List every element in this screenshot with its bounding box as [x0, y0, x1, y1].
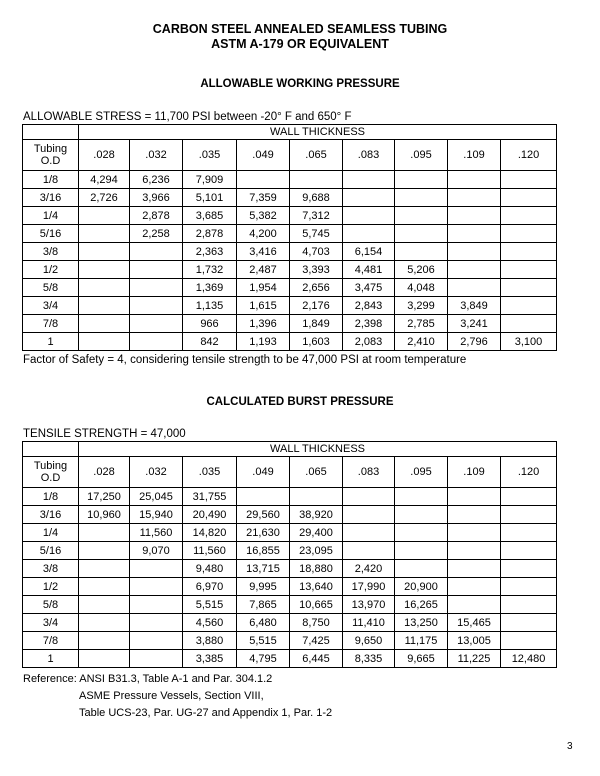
wall-thickness-column-header: .028: [79, 457, 130, 488]
pressure-cell: 11,560: [130, 524, 183, 542]
tensile-strength-note: TENSILE STRENGTH = 47,000: [23, 428, 186, 440]
pressure-cell: [395, 171, 448, 189]
pressure-cell: 3,299: [395, 297, 448, 315]
pressure-cell: 2,363: [183, 243, 237, 261]
pressure-cell: 14,820: [183, 524, 237, 542]
table-row: [23, 614, 557, 632]
pressure-cell: 2,487: [237, 261, 290, 279]
pressure-cell: [343, 506, 395, 524]
pressure-cell: [130, 650, 183, 668]
tubing-od-cell: 3/4: [23, 614, 79, 632]
wall-thickness-header: WALL THICKNESS: [79, 125, 557, 140]
pressure-cell: 23,095: [290, 542, 343, 560]
pressure-cell: 7,865: [237, 596, 290, 614]
pressure-cell: 2,258: [130, 225, 183, 243]
tubing-od-cell: 3/4: [23, 297, 79, 315]
pressure-cell: 38,920: [290, 506, 343, 524]
wall-thickness-column-header: .095: [395, 140, 448, 171]
table-row: [23, 560, 557, 578]
wall-thickness-column-header: .032: [130, 140, 183, 171]
pressure-cell: 10,665: [290, 596, 343, 614]
pressure-cell: [395, 243, 448, 261]
pressure-cell: [395, 506, 448, 524]
wall-thickness-column-header: .120: [501, 140, 557, 171]
pressure-cell: [395, 524, 448, 542]
pressure-cell: 2,398: [343, 315, 395, 333]
pressure-cell: [343, 171, 395, 189]
pressure-cell: 16,855: [237, 542, 290, 560]
pressure-cell: 4,560: [183, 614, 237, 632]
reference-line: Table UCS-23, Par. UG-27 and Appendix 1, Par. 1-2: [79, 707, 333, 719]
table-row: [23, 542, 557, 560]
pressure-cell: [501, 578, 557, 596]
pressure-cell: [79, 279, 130, 297]
table-row: [23, 650, 557, 668]
pressure-cell: [290, 488, 343, 506]
pressure-cell: [501, 261, 557, 279]
table-row: [23, 243, 557, 261]
pressure-cell: 4,048: [395, 279, 448, 297]
pressure-cell: 2,656: [290, 279, 343, 297]
pressure-cell: [79, 315, 130, 333]
pressure-cell: [130, 261, 183, 279]
pressure-cell: 9,650: [343, 632, 395, 650]
pressure-cell: 3,475: [343, 279, 395, 297]
tubing-od-cell: 5/8: [23, 596, 79, 614]
pressure-cell: [343, 488, 395, 506]
wall-thickness-column-header: .095: [395, 457, 448, 488]
table-row: [23, 488, 557, 506]
pressure-cell: [343, 542, 395, 560]
pressure-cell: [448, 542, 501, 560]
pressure-cell: 21,630: [237, 524, 290, 542]
pressure-cell: 3,416: [237, 243, 290, 261]
wall-thickness-column-header: .049: [237, 140, 290, 171]
pressure-cell: 29,400: [290, 524, 343, 542]
pressure-cell: [501, 596, 557, 614]
wall-thickness-header: WALL THICKNESS: [79, 442, 557, 457]
wall-thickness-column-header: .109: [448, 140, 501, 171]
pressure-cell: [501, 243, 557, 261]
pressure-cell: [130, 279, 183, 297]
pressure-cell: 9,480: [183, 560, 237, 578]
table-row: [23, 207, 557, 225]
pressure-cell: 12,480: [501, 650, 557, 668]
table-row: [23, 506, 557, 524]
pressure-cell: [130, 333, 183, 351]
pressure-cell: [130, 596, 183, 614]
pressure-cell: [448, 279, 501, 297]
table-row: [23, 279, 557, 297]
pressure-cell: 6,445: [290, 650, 343, 668]
wall-thickness-column-header: .035: [183, 457, 237, 488]
wall-thickness-column-header: .049: [237, 457, 290, 488]
pressure-cell: 1,732: [183, 261, 237, 279]
pressure-cell: 966: [183, 315, 237, 333]
pressure-cell: 15,465: [448, 614, 501, 632]
pressure-cell: [343, 189, 395, 207]
pressure-cell: [130, 243, 183, 261]
pressure-cell: 1,369: [183, 279, 237, 297]
pressure-cell: 4,481: [343, 261, 395, 279]
tubing-od-cell: 1: [23, 333, 79, 351]
tubing-od-cell: 3/16: [23, 189, 79, 207]
pressure-cell: 3,966: [130, 189, 183, 207]
pressure-cell: 15,940: [130, 506, 183, 524]
wall-thickness-column-header: .065: [290, 457, 343, 488]
pressure-cell: [130, 614, 183, 632]
tubing-od-cell: 7/8: [23, 632, 79, 650]
pressure-cell: [448, 506, 501, 524]
table-row: [23, 596, 557, 614]
pressure-cell: 7,909: [183, 171, 237, 189]
pressure-cell: 2,878: [183, 225, 237, 243]
working-pressure-rows: [23, 171, 557, 351]
pressure-cell: 13,005: [448, 632, 501, 650]
pressure-cell: [130, 297, 183, 315]
wall-thickness-column-header: .035: [183, 140, 237, 171]
wall-thickness-header: [23, 125, 79, 140]
tubing-od-cell: 5/16: [23, 542, 79, 560]
pressure-cell: 7,359: [237, 189, 290, 207]
pressure-cell: 3,100: [501, 333, 557, 351]
pressure-cell: [448, 171, 501, 189]
pressure-cell: [79, 632, 130, 650]
pressure-cell: [501, 279, 557, 297]
table-row: [23, 261, 557, 279]
column-header-row: [23, 140, 557, 171]
pressure-cell: 5,101: [183, 189, 237, 207]
pressure-cell: 5,745: [290, 225, 343, 243]
table-row: [23, 632, 557, 650]
tubing-od-cell: 1/2: [23, 261, 79, 279]
pressure-cell: [395, 207, 448, 225]
pressure-cell: 13,250: [395, 614, 448, 632]
pressure-cell: [343, 225, 395, 243]
pressure-cell: 9,070: [130, 542, 183, 560]
factor-of-safety-note: Factor of Safety = 4, considering tensile strength to be 47,000 PSI at room temperature: [23, 354, 467, 366]
pressure-cell: 3,241: [448, 315, 501, 333]
wall-thickness-column-header: .083: [343, 457, 395, 488]
burst-pressure-table: [22, 441, 557, 668]
pressure-cell: [448, 578, 501, 596]
pressure-cell: 2,785: [395, 315, 448, 333]
wall-thickness-column-header: .065: [290, 140, 343, 171]
pressure-cell: [501, 542, 557, 560]
pressure-cell: 29,560: [237, 506, 290, 524]
pressure-cell: [448, 524, 501, 542]
od-header: [23, 140, 79, 171]
tubing-od-cell: 3/8: [23, 560, 79, 578]
pressure-cell: 1,396: [237, 315, 290, 333]
table-row: [23, 171, 557, 189]
od-header-line1: Tubing: [33, 143, 68, 155]
pressure-cell: 6,236: [130, 171, 183, 189]
table-row: [23, 578, 557, 596]
pressure-cell: 6,154: [343, 243, 395, 261]
pressure-cell: 2,878: [130, 207, 183, 225]
pressure-cell: 2,726: [79, 189, 130, 207]
pressure-cell: [130, 315, 183, 333]
pressure-cell: [79, 261, 130, 279]
document-subtitle: ASTM A-179 OR EQUIVALENT: [211, 37, 389, 51]
column-header-row: [23, 457, 557, 488]
pressure-cell: [79, 560, 130, 578]
pressure-cell: 9,995: [237, 578, 290, 596]
page-number: 3: [567, 741, 573, 752]
pressure-cell: [448, 225, 501, 243]
document-title: CARBON STEEL ANNEALED SEAMLESS TUBING: [152, 22, 448, 36]
pressure-cell: 2,410: [395, 333, 448, 351]
tubing-od-cell: 3/16: [23, 506, 79, 524]
pressure-cell: [501, 632, 557, 650]
pressure-cell: [79, 333, 130, 351]
reference-line: ASME Pressure Vessels, Section VIII,: [79, 690, 264, 702]
pressure-cell: 6,480: [237, 614, 290, 632]
pressure-cell: [448, 261, 501, 279]
pressure-cell: [501, 614, 557, 632]
pressure-cell: 5,382: [237, 207, 290, 225]
pressure-cell: [395, 225, 448, 243]
pressure-cell: 25,045: [130, 488, 183, 506]
tubing-od-cell: 1: [23, 650, 79, 668]
pressure-cell: [79, 578, 130, 596]
pressure-cell: 20,900: [395, 578, 448, 596]
tubing-od-cell: 5/8: [23, 279, 79, 297]
pressure-cell: 2,176: [290, 297, 343, 315]
pressure-cell: 1,615: [237, 297, 290, 315]
pressure-cell: 17,990: [343, 578, 395, 596]
pressure-cell: 842: [183, 333, 237, 351]
pressure-cell: [501, 207, 557, 225]
pressure-cell: 11,560: [183, 542, 237, 560]
pressure-cell: 11,225: [448, 650, 501, 668]
pressure-cell: [501, 506, 557, 524]
pressure-cell: [343, 524, 395, 542]
pressure-cell: [79, 614, 130, 632]
od-header: [23, 457, 79, 488]
burst-pressure-rows: [23, 488, 557, 668]
pressure-cell: [395, 488, 448, 506]
tubing-od-cell: 1/8: [23, 171, 79, 189]
wall-thickness-column-header: .032: [130, 457, 183, 488]
pressure-cell: 2,843: [343, 297, 395, 315]
pressure-cell: 2,420: [343, 560, 395, 578]
tubing-od-cell: 5/16: [23, 225, 79, 243]
pressure-cell: [237, 488, 290, 506]
pressure-cell: 18,880: [290, 560, 343, 578]
pressure-cell: 13,970: [343, 596, 395, 614]
od-header-line2: O.D: [40, 155, 61, 167]
pressure-cell: 3,849: [448, 297, 501, 315]
pressure-cell: [501, 560, 557, 578]
pressure-cell: 5,515: [237, 632, 290, 650]
tubing-od-cell: 1/8: [23, 488, 79, 506]
table-row: [23, 333, 557, 351]
tubing-od-cell: 7/8: [23, 315, 79, 333]
table-row: [23, 297, 557, 315]
pressure-cell: [237, 171, 290, 189]
pressure-cell: [448, 488, 501, 506]
table-row: [23, 225, 557, 243]
pressure-cell: 5,206: [395, 261, 448, 279]
pressure-cell: 3,880: [183, 632, 237, 650]
pressure-cell: [79, 297, 130, 315]
table-row: [23, 189, 557, 207]
pressure-cell: 8,335: [343, 650, 395, 668]
pressure-cell: 5,515: [183, 596, 237, 614]
pressure-cell: 1,135: [183, 297, 237, 315]
wall-thickness-column-header: .120: [501, 457, 557, 488]
pressure-cell: [501, 315, 557, 333]
working-pressure-heading: ALLOWABLE WORKING PRESSURE: [200, 78, 400, 90]
pressure-cell: [501, 171, 557, 189]
pressure-cell: [130, 560, 183, 578]
pressure-cell: 11,410: [343, 614, 395, 632]
pressure-cell: [79, 225, 130, 243]
pressure-cell: 1,954: [237, 279, 290, 297]
pressure-cell: 4,294: [79, 171, 130, 189]
pressure-cell: [501, 524, 557, 542]
pressure-cell: [501, 488, 557, 506]
pressure-cell: 20,490: [183, 506, 237, 524]
pressure-cell: 2,083: [343, 333, 395, 351]
pressure-cell: [290, 171, 343, 189]
pressure-cell: [130, 578, 183, 596]
pressure-cell: [79, 243, 130, 261]
pressure-cell: [130, 632, 183, 650]
tubing-od-cell: 1/2: [23, 578, 79, 596]
wall-thickness-header: [23, 442, 79, 457]
pressure-cell: [448, 189, 501, 207]
od-header-line1: Tubing: [33, 460, 68, 472]
pressure-cell: [395, 560, 448, 578]
pressure-cell: 17,250: [79, 488, 130, 506]
burst-pressure-heading: CALCULATED BURST PRESSURE: [206, 396, 394, 408]
pressure-cell: [448, 207, 501, 225]
pressure-cell: 31,755: [183, 488, 237, 506]
pressure-cell: 3,393: [290, 261, 343, 279]
pressure-cell: 7,425: [290, 632, 343, 650]
pressure-cell: [343, 207, 395, 225]
pressure-cell: 7,312: [290, 207, 343, 225]
wall-thickness-column-header: .028: [79, 140, 130, 171]
pressure-cell: [395, 189, 448, 207]
wall-thickness-column-header: .083: [343, 140, 395, 171]
pressure-cell: 6,970: [183, 578, 237, 596]
pressure-cell: [79, 524, 130, 542]
pressure-cell: [448, 243, 501, 261]
pressure-cell: 4,795: [237, 650, 290, 668]
pressure-cell: 10,960: [79, 506, 130, 524]
pressure-cell: [501, 189, 557, 207]
pressure-cell: 13,640: [290, 578, 343, 596]
pressure-cell: 11,175: [395, 632, 448, 650]
reference-line: Reference: ANSI B31.3, Table A-1 and Par. 304.1.2: [23, 673, 273, 685]
pressure-cell: [79, 542, 130, 560]
tubing-od-cell: 3/8: [23, 243, 79, 261]
pressure-cell: 1,603: [290, 333, 343, 351]
pressure-cell: 3,685: [183, 207, 237, 225]
working-pressure-table: [22, 124, 557, 351]
pressure-cell: 8,750: [290, 614, 343, 632]
pressure-cell: [79, 207, 130, 225]
pressure-cell: 1,849: [290, 315, 343, 333]
pressure-cell: 16,265: [395, 596, 448, 614]
pressure-cell: [501, 297, 557, 315]
wall-thickness-column-header: .109: [448, 457, 501, 488]
pressure-cell: 4,703: [290, 243, 343, 261]
pressure-cell: 13,715: [237, 560, 290, 578]
tubing-od-cell: 1/4: [23, 524, 79, 542]
table-row: [23, 315, 557, 333]
pressure-cell: [395, 542, 448, 560]
pressure-cell: [448, 560, 501, 578]
tubing-od-cell: 1/4: [23, 207, 79, 225]
pressure-cell: [79, 596, 130, 614]
pressure-cell: 2,796: [448, 333, 501, 351]
allowable-stress-note: ALLOWABLE STRESS = 11,700 PSI between -20° F and 650° F: [23, 111, 352, 123]
pressure-cell: 3,385: [183, 650, 237, 668]
pressure-cell: 4,200: [237, 225, 290, 243]
pressure-cell: [448, 596, 501, 614]
pressure-cell: 1,193: [237, 333, 290, 351]
pressure-cell: 9,665: [395, 650, 448, 668]
table-row: [23, 524, 557, 542]
pressure-cell: 9,688: [290, 189, 343, 207]
pressure-cell: [79, 650, 130, 668]
od-header-line2: O.D: [40, 472, 61, 484]
pressure-cell: [501, 225, 557, 243]
